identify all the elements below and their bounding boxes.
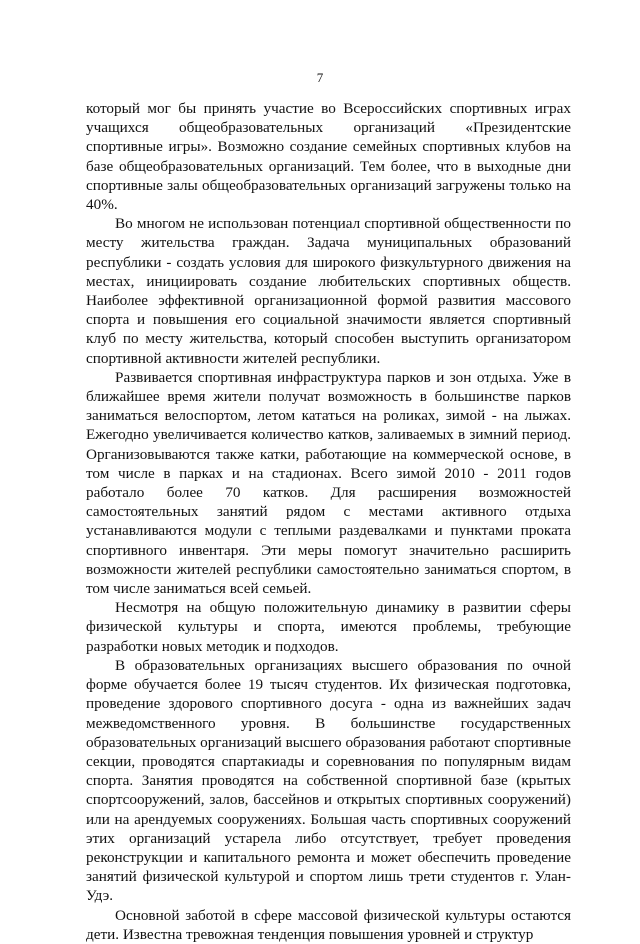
paragraph: Во многом не использован потенциал спортивной общественности по месту жительства граждан. Задача муниципальных образований республики - создать условия для широкого физкультурного движения на местах, инициировать создание любительских спортивных обществ. Наиболее эффективной организационной формой развития массового спорта и повышения его социальной значимости является спортивный клуб по месту жительства, который способен выступить организатором спортивной активности жителей республики. [86, 215, 571, 367]
page-body [86, 99, 571, 944]
paragraph: Несмотря на общую положительную динамику в развитии сферы физической культуры и спорта, имеются проблемы, требующие разработки новых методик и подходов. [86, 599, 571, 655]
paragraph: Развивается спортивная инфраструктура парков и зон отдыха. Уже в ближайшее время жители получат возможность в большинстве парков заниматься велоспортом, летом кататься на роликах, зимой - на лыжах. Ежегодно увеличивается количество катков, заливаемых в зимний период. Организовываются также катки, работающие на коммерческой основе, в том числе в парках и на стадионах. Всего зимой 2010 - 2011 годов работало более 70 катков. Для расширения возможностей самостоятельных занятий рядом с местами активного отдыха устанавливаются модули с теплыми раздевалками и пунктами проката спортивного инвентаря. Эти меры помогут значительно расширить возможности жителей республики самостоятельно заниматься спортом, в том числе заниматься всей семьей. [86, 368, 571, 598]
paragraph: Основной заботой в сфере массовой физической культуры остаются дети. Известна тревожная тенденция повышения уровней и структур [86, 906, 571, 943]
paragraph: В образовательных организациях высшего образования по очной форме обучается более 19 тысяч студентов. Их физическая подготовка, проведение здорового спортивного досуга - одна из важнейших задач межведомственного уровня. В большинстве государственных образовательных организаций высшего образования работают спортивные секции, проводятся спартакиады и соревнования по популярным видам спорта. Занятия проводятся на собственной спортивной базе (крытых спортсооружений, залов, бассейнов и открытых спортивных сооружений) или на арендуемых сооружениях. Большая часть спортивных сооружений этих организаций устарела либо отсутствует, требует проведения реконструкции и капитального ремонта и может обеспечить проведение занятий физической культурой и спортом лишь трети студентов г. Улан-Удэ. [86, 656, 571, 905]
paragraph: который мог бы принять участие во Всероссийских спортивных играх учащихся общеобразовательных организаций «Президентские спортивные игры». Возможно создание семейных спортивных клубов на базе общеобразовательных организаций. Тем более, что в выходные дни спортивные залы общеобразовательных организаций загружены только на 40%. [86, 100, 571, 214]
page-number: 7 [316, 70, 324, 85]
